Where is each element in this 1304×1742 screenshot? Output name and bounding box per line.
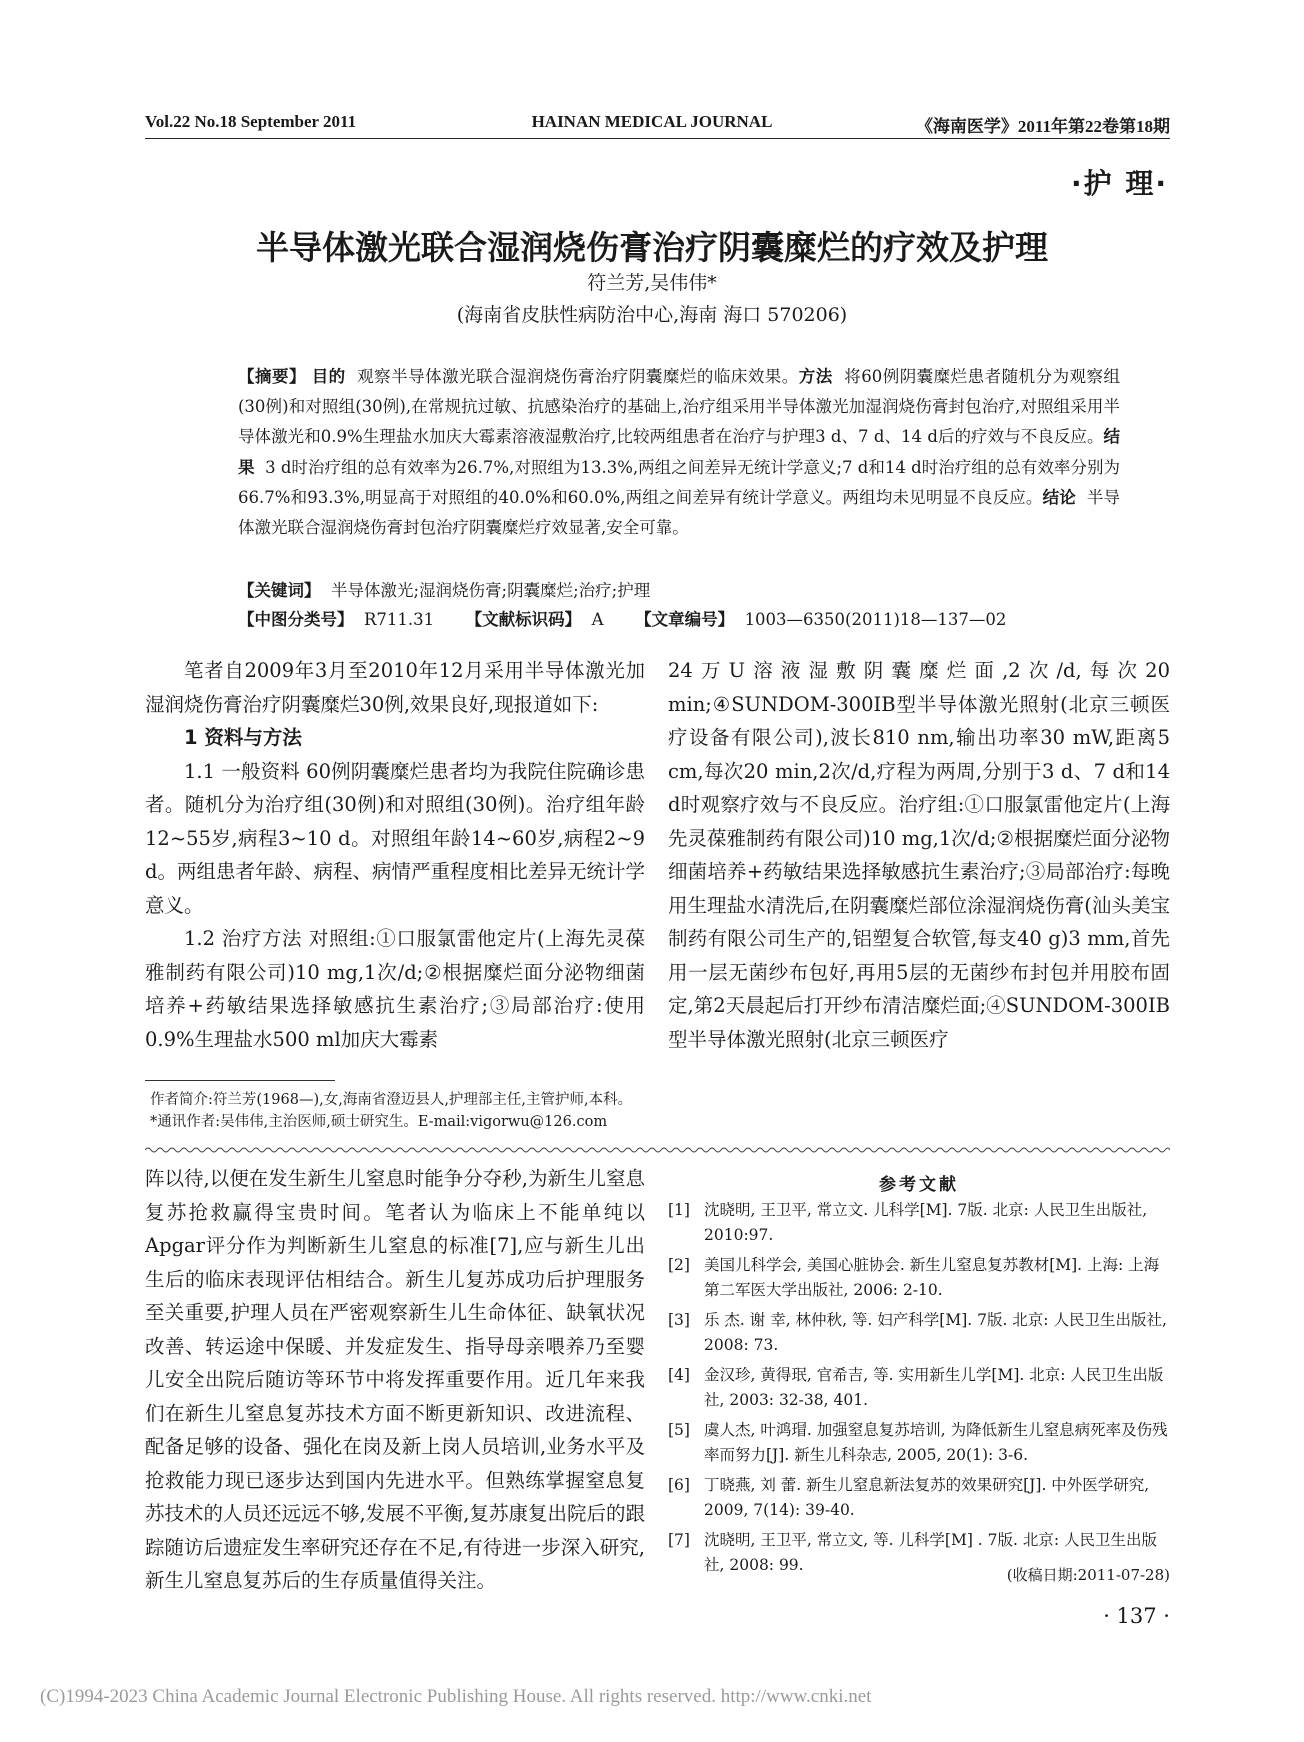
- intro-paragraph: 笔者自2009年3月至2010年12月采用半导体激光加湿润烧伤膏治疗阴囊糜烂30例,效果良好,现报道如下:: [145, 659, 645, 716]
- doc-label: 【文献标识码】: [465, 610, 582, 629]
- reference-number: [7]: [668, 1531, 690, 1549]
- references-heading: 参考文献: [879, 1175, 959, 1195]
- keywords: [238, 577, 1120, 601]
- result-label: 结果: [238, 427, 1120, 477]
- body-left-column: [145, 654, 645, 1056]
- section-heading-methods: 1 资料与方法: [184, 726, 302, 749]
- running-header-left: Vol.22 No.18 September 2011: [145, 112, 357, 131]
- affiliation: (海南省皮肤性病防治中心,海南 海口 570206): [456, 304, 848, 326]
- method-label: 方法: [798, 367, 833, 386]
- reference-item: [668, 1308, 1170, 1357]
- reference-text: 乐 杰. 谢 幸, 林仲秋, 等. 妇产科学[M]. 7版. 北京: 人民卫生出版社, 2008: 73.: [704, 1311, 1167, 1354]
- conclusion-label: 结论: [1042, 487, 1076, 507]
- aim-label: 目的: [311, 367, 346, 386]
- article-number-value: 1003—6350(2011)18—137—02: [744, 610, 1007, 629]
- keywords-text: 半导体激光;湿润烧伤膏;阴囊糜烂;治疗;护理: [331, 581, 651, 600]
- reference-item: [668, 1418, 1170, 1467]
- result-text: 3 d时治疗组的总有效率为26.7%,对照组为13.3%,两组之间差异无统计学意义;7 d和14 d时治疗组的总有效率分别为66.7%和93.3%,明显高于对照组的40.0%和60.0%,两组之间差异有统计学意义。两组均未见明显不良反应。: [238, 457, 1121, 507]
- reference-text: 沈晓明, 王卫平, 常立文, 等. 儿科学[M] . 7版. 北京: 人民卫生出版社, 2008: 99.: [704, 1531, 1158, 1574]
- running-header-center: HAINAN MEDICAL JOURNAL: [531, 112, 773, 131]
- general-data-paragraph: 1.1 一般资料 60例阴囊糜烂患者均为我院住院确诊患者。随机分为治疗组(30例)和对照组(30例)。治疗组年龄12~55岁,病程3~10 d。对照组年龄14~60岁,病程2~9 d。两组患者年龄、病程、病情严重程度相比差异无统计学意义。: [145, 759, 645, 917]
- reference-item: [668, 1473, 1170, 1522]
- conclusion-text: 半导体激光联合湿润烧伤膏封包治疗阴囊糜烂疗效显著,安全可靠。: [238, 487, 1121, 538]
- abstract: [238, 362, 1120, 543]
- treatment-paragraph: 1.2 治疗方法 对照组:①口服氯雷他定片(上海先灵葆雅制药有限公司)10 mg,1次/d;②根据糜烂面分泌物细菌培养+药敏结果选择敏感抗生素治疗;③局部治疗:使用0.9%生理盐水500 ml加庆大霉素: [145, 927, 645, 1051]
- author-footnote: 作者简介:符兰芳(1968—),女,海南省澄迈县人,护理部主任,主管护师,本科。: [150, 1092, 633, 1108]
- classification: [238, 606, 1120, 630]
- reference-text: 丁晓燕, 刘 蕾. 新生儿窒息新法复苏的效果研究[J]. 中外医学研究, 2009, 7(14): 39-40.: [704, 1476, 1150, 1519]
- reference-text: 沈晓明, 王卫平, 常立文. 儿科学[M]. 7版. 北京: 人民卫生出版社, 2010:97.: [704, 1201, 1148, 1244]
- authors: 符兰芳,吴伟伟*: [587, 272, 717, 294]
- copyright-footer: (C)1994-2023 China Academic Journal Electronic Publishing House. All rights reserved. http://www.cnki.net: [40, 1686, 872, 1707]
- article-number-label: 【文章编号】: [635, 610, 735, 629]
- abstract-label: 【摘要】: [238, 367, 306, 386]
- clc-label: 【中图分类号】: [238, 610, 354, 629]
- wavy-separator: [145, 1146, 1170, 1154]
- reference-item: [668, 1198, 1170, 1247]
- aim-text: 观察半导体激光联合湿润烧伤膏治疗阴囊糜烂的临床效果。: [357, 367, 799, 386]
- clc-value: R711.31: [364, 610, 435, 629]
- reference-item: [668, 1253, 1170, 1302]
- page-number: · 137 ·: [1103, 1604, 1170, 1628]
- reference-number: [1]: [668, 1201, 690, 1219]
- reference-text: 金汉珍, 黄得珉, 官希吉, 等. 实用新生儿学[M]. 北京: 人民卫生出版社, 2003: 32-38, 401.: [704, 1366, 1164, 1409]
- body-right-column: [668, 654, 1170, 1056]
- method-text: 将60例阴囊糜烂患者随机分为观察组(30例)和对照组(30例),在常规抗过敏、抗感染治疗的基础上,治疗组采用半导体激光加湿润烧伤膏封包治疗,对照组采用半导体激光和0.9%生理盐水加庆大霉素溶液湿敷治疗,比较两组患者在治疗与护理3 d、7 d、14 d后的疗效与不良反应。: [238, 367, 1121, 447]
- treatment-continued-paragraph: 24万U溶液湿敷阴囊糜烂面,2次/d,每次20 min;④SUNDOM-300IB型半导体激光照射(北京三顿医疗设备有限公司),波长810 nm,输出功率30 mW,距离5 cm,每次20 min,2次/d,疗程为两周,分别于3 d、7 d和14 d时观察疗效与不良反应。治疗组:①口服氯雷他定片(上海先灵葆雅制药有限公司)10 mg,1次/d;②根据糜烂面分泌物细菌培养+药敏结果选择敏感抗生素治疗;③局部治疗:每晚用生理盐水清洗后,在阴囊糜烂部位涂湿润烧伤膏(汕头美宝制药有限公司生产的,铝塑复合软管,每支40 g)3 mm,首先用一层无菌纱布包好,再用5层的无菌纱布封包并用胶布固定,第2天晨起后打开纱布清洁糜烂面;④SUNDOM-300IB型半导体激光照射(北京三顿医疗: [668, 659, 1170, 1051]
- reference-text: 美国儿科学会, 美国心脏协会. 新生儿窒息复苏教材[M]. 上海: 上海第二军医大学出版社, 2006: 2-10.: [704, 1256, 1160, 1299]
- received-date: (收稿日期:2011-07-28): [1006, 1566, 1170, 1584]
- prior-article-paragraph: 阵以待,以便在发生新生儿窒息时能争分夺秒,为新生儿窒息复苏抢救赢得宝贵时间。笔者认为临床上不能单纯以Apgar评分作为判断新生儿窒息的标准[7],应与新生儿出生后的临床表现评估相结合。新生儿复苏成功后护理服务至关重要,护理人员在严密观察新生儿生命体征、缺氧状况改善、转运途中保暖、并发症发生、指导母亲喂养乃至婴儿安全出院后随访等环节中将发挥重要作用。近几年来我们在新生儿窒息复苏技术方面不断更新知识、改进流程、配备足够的设备、强化在岗及新上岗人员培训,业务水平及抢救能力现已逐步达到国内先进水平。但熟练掌握窒息复苏技术的人员还远远不够,发展不平衡,复苏康复出院后的跟踪随访后遗症发生率研究还存在不足,有待进一步深入研究,新生儿窒息复苏后的生存质量值得关注。: [145, 1167, 645, 1592]
- header-rule: [145, 138, 1170, 139]
- running-header-right: 《海南医学》2011年第22卷第18期: [915, 117, 1170, 136]
- reference-item: [668, 1363, 1170, 1412]
- reference-text: 虞人杰, 叶鸿瑁. 加强窒息复苏培训, 为降低新生儿窒息病死率及伤残率而努力[J]. 新生儿科杂志, 2005, 20(1): 3-6.: [704, 1421, 1168, 1464]
- doc-value: A: [591, 610, 604, 629]
- prior-article-column: [145, 1162, 645, 1598]
- keywords-label: 【关键词】: [238, 581, 321, 600]
- corresponding-footnote: *通讯作者:吴伟伟,主治医师,硕士研究生。E-mail:vigorwu@126.com: [150, 1114, 608, 1130]
- reference-number: [6]: [668, 1476, 690, 1494]
- reference-number: [4]: [668, 1366, 690, 1384]
- references-list: [668, 1198, 1170, 1583]
- reference-number: [5]: [668, 1421, 690, 1439]
- article-title: 半导体激光联合湿润烧伤膏治疗阴囊糜烂的疗效及护理: [256, 228, 1048, 267]
- section-tag: ·护 理·: [1070, 167, 1168, 200]
- reference-number: [2]: [668, 1256, 690, 1274]
- reference-number: [3]: [668, 1311, 690, 1329]
- footnote-rule: [145, 1080, 335, 1081]
